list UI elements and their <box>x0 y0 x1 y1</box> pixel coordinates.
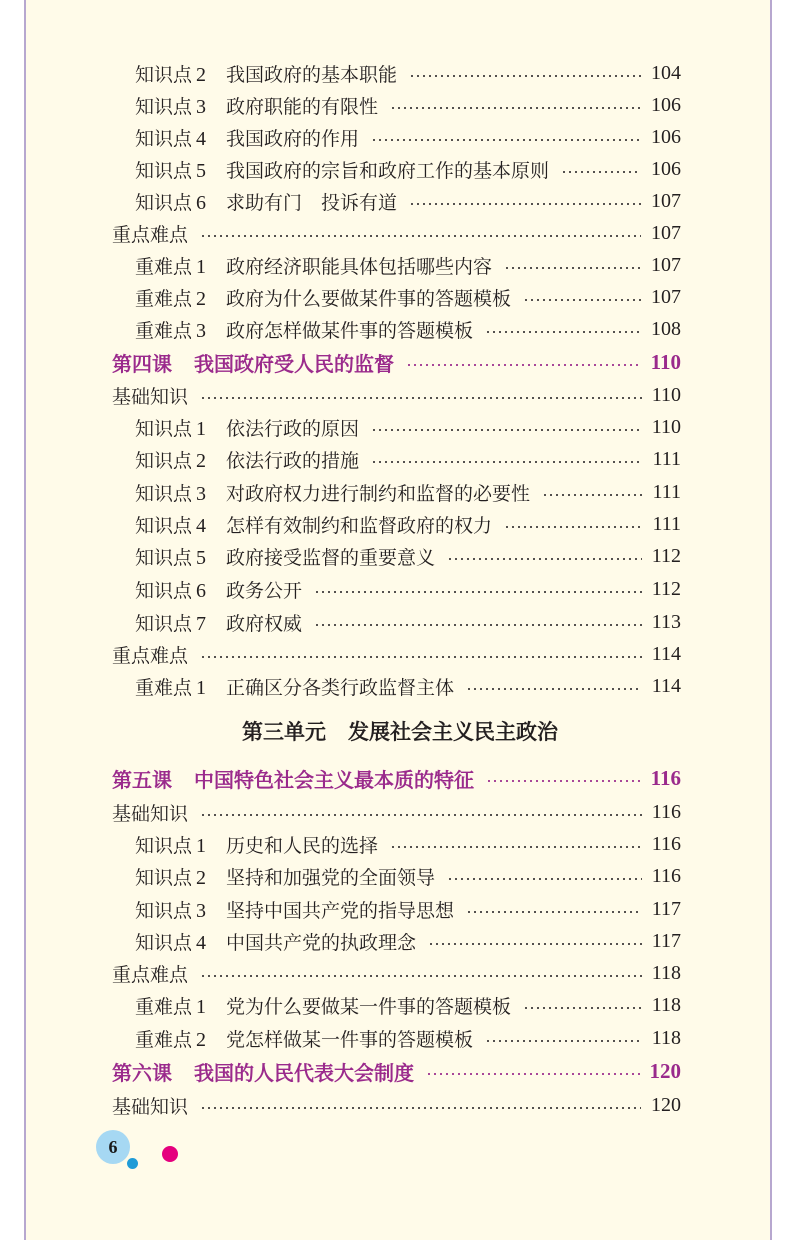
lesson-label: 第四课 <box>112 351 172 376</box>
entry-number: 6 <box>196 579 207 602</box>
entry-title: 坚持和加强党的全面领导 <box>226 866 436 889</box>
toc-section-entry[interactable] <box>112 957 681 989</box>
entry-page-number: 116 <box>651 864 681 887</box>
entry-title: 我国政府的基本职能 <box>226 63 398 86</box>
toc-entry[interactable] <box>135 860 681 892</box>
entry-label: 知识点 <box>135 546 193 569</box>
entry-title: 政府经济职能具体包括哪些内容 <box>226 255 493 278</box>
entry-page-number: 111 <box>652 480 681 503</box>
dot-leader <box>200 1107 641 1109</box>
toc-entry[interactable] <box>135 89 681 121</box>
entry-title: 我国政府的作用 <box>226 127 360 150</box>
entry-label: 知识点 <box>135 191 193 214</box>
dot-leader <box>371 461 642 463</box>
toc-entry[interactable] <box>135 540 681 572</box>
toc-entry[interactable] <box>135 606 681 638</box>
dot-leader <box>504 526 642 528</box>
toc-section-entry[interactable] <box>112 796 681 828</box>
entry-page-number: 117 <box>651 929 681 952</box>
entry-title: 党为什么要做某一件事的答题模板 <box>226 995 512 1018</box>
dot-leader <box>542 494 642 496</box>
entry-page-number: 104 <box>651 61 681 84</box>
dot-leader <box>371 429 642 431</box>
entry-number: 1 <box>196 834 207 857</box>
entry-number: 1 <box>196 995 207 1018</box>
section-title: 重点难点 <box>112 644 189 667</box>
dot-leader <box>447 878 642 880</box>
entry-label: 知识点 <box>135 127 193 150</box>
entry-label: 重难点 <box>135 287 193 310</box>
entry-number: 2 <box>196 449 207 472</box>
entry-page-number: 106 <box>651 93 681 116</box>
dot-leader <box>523 299 641 301</box>
toc-section-entry[interactable] <box>112 217 681 249</box>
entry-page-number: 118 <box>651 961 681 984</box>
entry-page-number: 112 <box>651 577 681 600</box>
unit-label: 第三单元 <box>242 720 326 744</box>
entry-title: 政府职能的有限性 <box>226 95 379 118</box>
toc-entry[interactable] <box>135 508 681 540</box>
entry-page-number: 107 <box>651 189 681 212</box>
entry-page-number: 110 <box>651 383 681 406</box>
dot-leader <box>485 331 641 333</box>
entry-title: 党怎样做某一件事的答题模板 <box>226 1028 474 1051</box>
entry-number: 6 <box>196 191 207 214</box>
entry-label: 重难点 <box>135 1028 193 1051</box>
entry-page-number: 106 <box>651 157 681 180</box>
entry-label: 重难点 <box>135 995 193 1018</box>
entry-number: 4 <box>196 514 207 537</box>
entry-page-number: 107 <box>651 253 681 276</box>
dot-leader <box>447 558 642 560</box>
entry-label: 知识点 <box>135 899 193 922</box>
entry-label: 知识点 <box>135 449 193 472</box>
toc-entry[interactable] <box>135 313 681 345</box>
unit-heading <box>0 716 800 746</box>
entry-page-number: 111 <box>652 512 681 535</box>
entry-page-number: 107 <box>651 285 681 308</box>
entry-number: 1 <box>196 676 207 699</box>
section-title: 基础知识 <box>112 385 189 408</box>
entry-page-number: 116 <box>651 832 681 855</box>
entry-number: 3 <box>196 899 207 922</box>
dot-leader <box>390 107 641 109</box>
toc-entry[interactable] <box>135 57 681 89</box>
entry-page-number: 110 <box>650 349 681 374</box>
dot-leader <box>466 688 642 690</box>
entry-label: 知识点 <box>135 417 193 440</box>
toc-lesson-entry[interactable] <box>112 346 681 378</box>
entry-title: 求助有门 投诉有道 <box>226 191 398 214</box>
toc-entry[interactable] <box>135 476 681 508</box>
lesson-title: 我国的人民代表大会制度 <box>194 1060 414 1085</box>
dot-leader <box>200 397 642 399</box>
entry-number: 2 <box>196 1028 207 1051</box>
entry-label: 知识点 <box>135 159 193 182</box>
entry-label: 知识点 <box>135 612 193 635</box>
toc-section-entry[interactable] <box>112 638 681 670</box>
entry-title: 政府接受监督的重要意义 <box>226 546 436 569</box>
dot-leader <box>409 75 641 77</box>
entry-number: 1 <box>196 255 207 278</box>
dot-leader <box>314 591 642 593</box>
unit-title: 发展社会主义民主政治 <box>348 720 558 744</box>
dot-leader <box>485 1040 642 1042</box>
dot-leader <box>523 1007 642 1009</box>
entry-number: 7 <box>196 612 207 635</box>
entry-title: 政府为什么要做某件事的答题模板 <box>226 287 512 310</box>
entry-page-number: 110 <box>651 415 681 438</box>
toc-section-entry[interactable] <box>112 1089 681 1121</box>
toc-entry[interactable] <box>135 828 681 860</box>
toc-entry[interactable] <box>135 925 681 957</box>
entry-label: 重难点 <box>135 255 193 278</box>
toc-entry[interactable] <box>135 989 681 1021</box>
dot-leader <box>466 911 642 913</box>
entry-label: 知识点 <box>135 95 193 118</box>
dot-leader <box>200 975 642 977</box>
toc-lesson-entry[interactable] <box>112 1055 681 1087</box>
entry-number: 3 <box>196 482 207 505</box>
entry-page-number: 120 <box>649 1058 681 1083</box>
section-title: 基础知识 <box>112 1095 189 1118</box>
entry-title: 政府怎样做某件事的答题模板 <box>226 319 474 342</box>
section-title: 重点难点 <box>112 223 189 246</box>
entry-title: 政府权威 <box>226 612 303 635</box>
lesson-title: 中国特色社会主义最本质的特征 <box>194 767 474 792</box>
entry-number: 2 <box>196 287 207 310</box>
dot-leader <box>486 780 641 782</box>
entry-page-number: 113 <box>651 610 681 633</box>
entry-title: 依法行政的原因 <box>226 417 360 440</box>
entry-label: 知识点 <box>135 866 193 889</box>
toc-entry[interactable] <box>135 573 681 605</box>
entry-page-number: 116 <box>650 765 681 790</box>
entry-title: 政务公开 <box>226 579 303 602</box>
toc-entry[interactable] <box>135 121 681 153</box>
lesson-label: 第五课 <box>112 767 172 792</box>
entry-label: 重难点 <box>135 676 193 699</box>
entry-title: 正确区分各类行政监督主体 <box>226 676 455 699</box>
page-number: 6 <box>108 1136 118 1157</box>
dot-leader <box>428 943 642 945</box>
entry-number: 4 <box>196 127 207 150</box>
entry-page-number: 118 <box>651 1026 681 1049</box>
dot-leader <box>200 656 642 658</box>
entry-page-number: 114 <box>651 642 681 665</box>
entry-title: 中国共产党的执政理念 <box>226 931 417 954</box>
entry-number: 3 <box>196 95 207 118</box>
entry-label: 知识点 <box>135 482 193 505</box>
entry-page-number: 116 <box>651 800 681 823</box>
entry-number: 5 <box>196 159 207 182</box>
entry-label: 重难点 <box>135 319 193 342</box>
entry-number: 2 <box>196 63 207 86</box>
entry-page-number: 120 <box>651 1093 681 1116</box>
lesson-label: 第六课 <box>112 1060 172 1085</box>
entry-number: 3 <box>196 319 207 342</box>
dot-leader <box>426 1073 640 1075</box>
section-title: 重点难点 <box>112 963 189 986</box>
toc-entry[interactable] <box>135 249 681 281</box>
entry-title: 坚持中国共产党的指导思想 <box>226 899 455 922</box>
entry-title: 对政府权力进行制约和监督的必要性 <box>226 482 531 505</box>
toc-section-entry[interactable] <box>112 379 681 411</box>
toc-entry[interactable] <box>135 411 681 443</box>
page-number-badge <box>96 1130 130 1164</box>
toc-entry[interactable] <box>135 185 681 217</box>
entry-page-number: 106 <box>651 125 681 148</box>
entry-title: 怎样有效制约和监督政府的权力 <box>226 514 493 537</box>
entry-number: 1 <box>196 417 207 440</box>
entry-title: 历史和人民的选择 <box>226 834 379 857</box>
entry-page-number: 117 <box>651 897 681 920</box>
entry-page-number: 112 <box>651 544 681 567</box>
entry-label: 知识点 <box>135 514 193 537</box>
entry-number: 5 <box>196 546 207 569</box>
entry-page-number: 118 <box>651 993 681 1016</box>
dot-leader <box>371 139 641 141</box>
entry-page-number: 108 <box>651 317 681 340</box>
toc-entry[interactable] <box>135 443 681 475</box>
dot-leader <box>504 267 641 269</box>
entry-label: 知识点 <box>135 931 193 954</box>
lesson-title: 我国政府受人民的监督 <box>194 351 394 376</box>
entry-label: 知识点 <box>135 834 193 857</box>
toc-entry[interactable] <box>135 670 681 702</box>
toc-entry[interactable] <box>135 1022 681 1054</box>
entry-number: 4 <box>196 931 207 954</box>
dot-leader <box>314 624 642 626</box>
dot-leader <box>390 846 642 848</box>
section-title: 基础知识 <box>112 802 189 825</box>
dot-leader <box>409 203 641 205</box>
entry-page-number: 107 <box>651 221 681 244</box>
dot-leader <box>200 235 641 237</box>
entry-title: 我国政府的宗旨和政府工作的基本原则 <box>226 159 550 182</box>
dot-leader <box>561 171 641 173</box>
entry-title: 依法行政的措施 <box>226 449 360 472</box>
dot-leader <box>406 364 641 366</box>
entry-label: 知识点 <box>135 579 193 602</box>
dot-leader <box>200 814 642 816</box>
entry-label: 知识点 <box>135 63 193 86</box>
entry-page-number: 114 <box>651 674 681 697</box>
toc-entry[interactable] <box>135 153 681 185</box>
decorative-pink-dot <box>162 1146 178 1162</box>
toc-lesson-entry[interactable] <box>112 762 681 794</box>
toc-entry[interactable] <box>135 893 681 925</box>
entry-number: 2 <box>196 866 207 889</box>
decorative-blue-dot <box>127 1158 138 1169</box>
toc-entry[interactable] <box>135 281 681 313</box>
entry-page-number: 111 <box>652 447 681 470</box>
